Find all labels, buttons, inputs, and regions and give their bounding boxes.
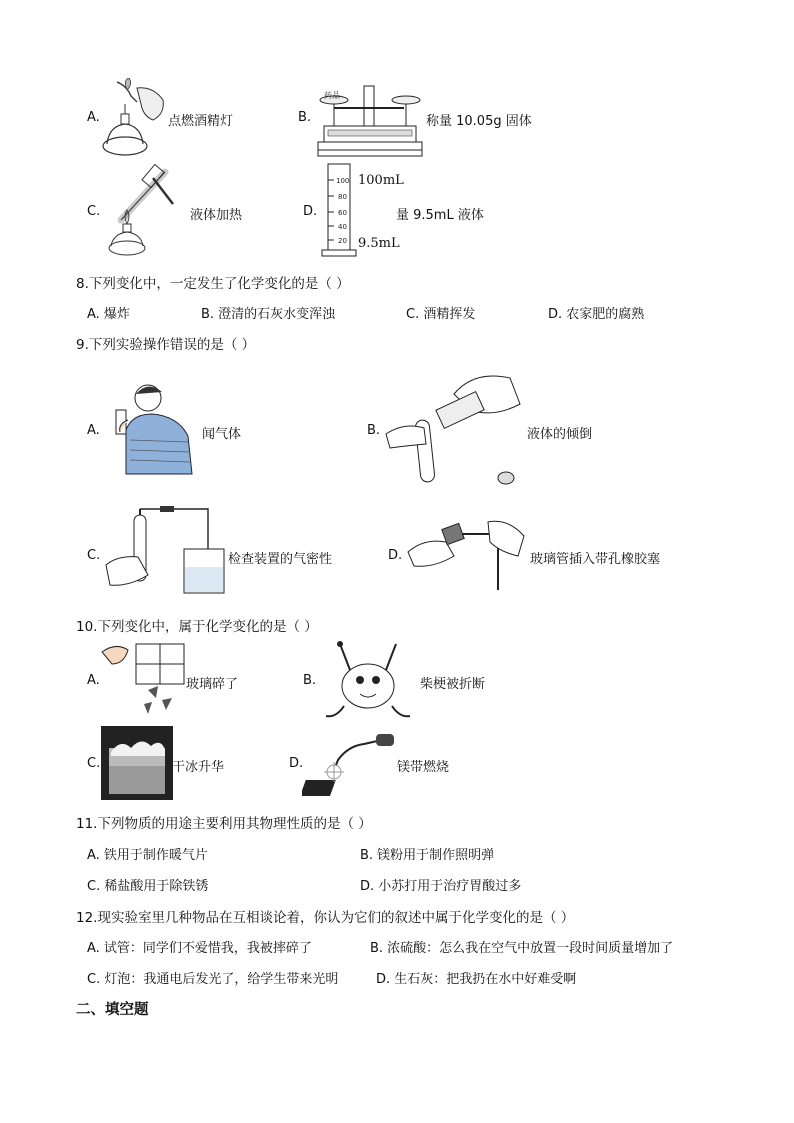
magnesium-ribbon-burning-figure xyxy=(302,730,398,800)
q12-option-a: A. 试管：同学们不爱惜我，我被摔碎了 xyxy=(87,941,312,956)
q11-option-c: C. 稀盐酸用于除铁锈 xyxy=(87,879,209,894)
q9-option-d-letter: D. xyxy=(388,548,403,563)
breaking-matchstick-figure xyxy=(320,640,416,722)
q10-option-c-letter: C. xyxy=(87,756,101,771)
q7-option-c-text: 液体加热 xyxy=(190,208,243,223)
q10-option-c-text: 干冰升华 xyxy=(172,760,225,775)
q8-stem: 8.下列变化中，一定发生了化学变化的是（ ） xyxy=(76,276,350,292)
q9-stem: 9.下列实验操作错误的是（ ） xyxy=(76,337,256,353)
q7-option-d-text: 量 9.5mL 液体 xyxy=(396,208,484,223)
cylinder-tick-40: 40 xyxy=(338,223,347,231)
broken-glass-figure xyxy=(100,640,190,718)
smelling-gas-figure xyxy=(108,380,198,476)
q11-option-b: B. 镁粉用于制作照明弹 xyxy=(360,848,495,863)
cylinder-tick-80: 80 xyxy=(338,193,347,201)
q12-option-d: D. 生石灰：把我扔在水中好难受啊 xyxy=(376,972,577,987)
q9-option-c-text: 检查装置的气密性 xyxy=(228,552,333,567)
q10-option-b-letter: B. xyxy=(303,673,317,688)
cylinder-tick-100: 100 xyxy=(336,177,350,185)
q12-stem: 12.现实验室里几种物品在互相谈论着，你认为它们的叙述中属于化学变化的是（ ） xyxy=(76,910,575,926)
q7-option-a-letter: A. xyxy=(87,110,100,125)
cylinder-tick-60: 60 xyxy=(338,209,347,217)
section-title-fill-in: 二、填空题 xyxy=(76,1002,149,1018)
q8-option-d: D. 农家肥的腐熟 xyxy=(548,307,645,322)
q7-option-a-text: 点燃酒精灯 xyxy=(168,114,234,129)
q10-option-d-letter: D. xyxy=(289,756,304,771)
q9-option-b-text: 液体的倾倒 xyxy=(527,427,593,442)
q10-option-a-text: 玻璃碎了 xyxy=(186,677,239,692)
q7-option-b-letter: B. xyxy=(298,110,312,125)
alcohol-lamp-lighting-figure xyxy=(97,78,169,158)
q7-option-b-text: 称量 10.05g 固体 xyxy=(426,114,532,129)
q9-option-a-letter: A. xyxy=(87,423,100,438)
q9-option-b-letter: B. xyxy=(367,423,381,438)
q12-option-c: C. 灯泡：我通电后发光了，给学生带来光明 xyxy=(87,972,339,987)
q8-option-a: A. 爆炸 xyxy=(87,307,130,322)
q10-option-a-letter: A. xyxy=(87,673,100,688)
q9-option-d-text: 玻璃管插入带孔橡胶塞 xyxy=(530,552,661,567)
q9-option-a-text: 闻气体 xyxy=(202,427,242,442)
q11-option-a: A. 铁用于制作暖气片 xyxy=(87,848,208,863)
q8-option-b: B. 澄清的石灰水变浑浊 xyxy=(201,307,336,322)
q7-option-c-letter: C. xyxy=(87,204,101,219)
q9-option-c-letter: C. xyxy=(87,548,101,563)
dry-ice-sublimation-figure xyxy=(101,726,173,800)
cylinder-label-bottom: 9.5mL xyxy=(358,236,400,251)
balance-scale-figure xyxy=(314,80,426,158)
cylinder-label-top: 100mL xyxy=(358,173,404,188)
q10-option-b-text: 柴梗被折断 xyxy=(420,677,486,692)
airtightness-check-figure xyxy=(104,505,230,597)
q10-option-d-text: 镁带燃烧 xyxy=(397,760,450,775)
cylinder-tick-20: 20 xyxy=(338,237,347,245)
insert-glass-tube-figure xyxy=(404,512,528,592)
graduated-cylinder-figure xyxy=(318,160,358,260)
q7-option-d-letter: D. xyxy=(303,204,318,219)
q11-stem: 11.下列物质的用途主要利用其物理性质的是（ ） xyxy=(76,816,372,832)
svg-text:药品: 药品 xyxy=(324,91,340,100)
q10-stem: 10.下列变化中，属于化学变化的是（ ） xyxy=(76,619,318,635)
q11-option-d: D. 小苏打用于治疗胃酸过多 xyxy=(360,879,522,894)
pouring-liquid-figure xyxy=(384,364,526,494)
liquid-heating-figure xyxy=(97,164,179,258)
q12-option-b: B. 浓硫酸：怎么我在空气中放置一段时间质量增加了 xyxy=(370,941,674,956)
q8-option-c: C. 酒精挥发 xyxy=(406,307,476,322)
